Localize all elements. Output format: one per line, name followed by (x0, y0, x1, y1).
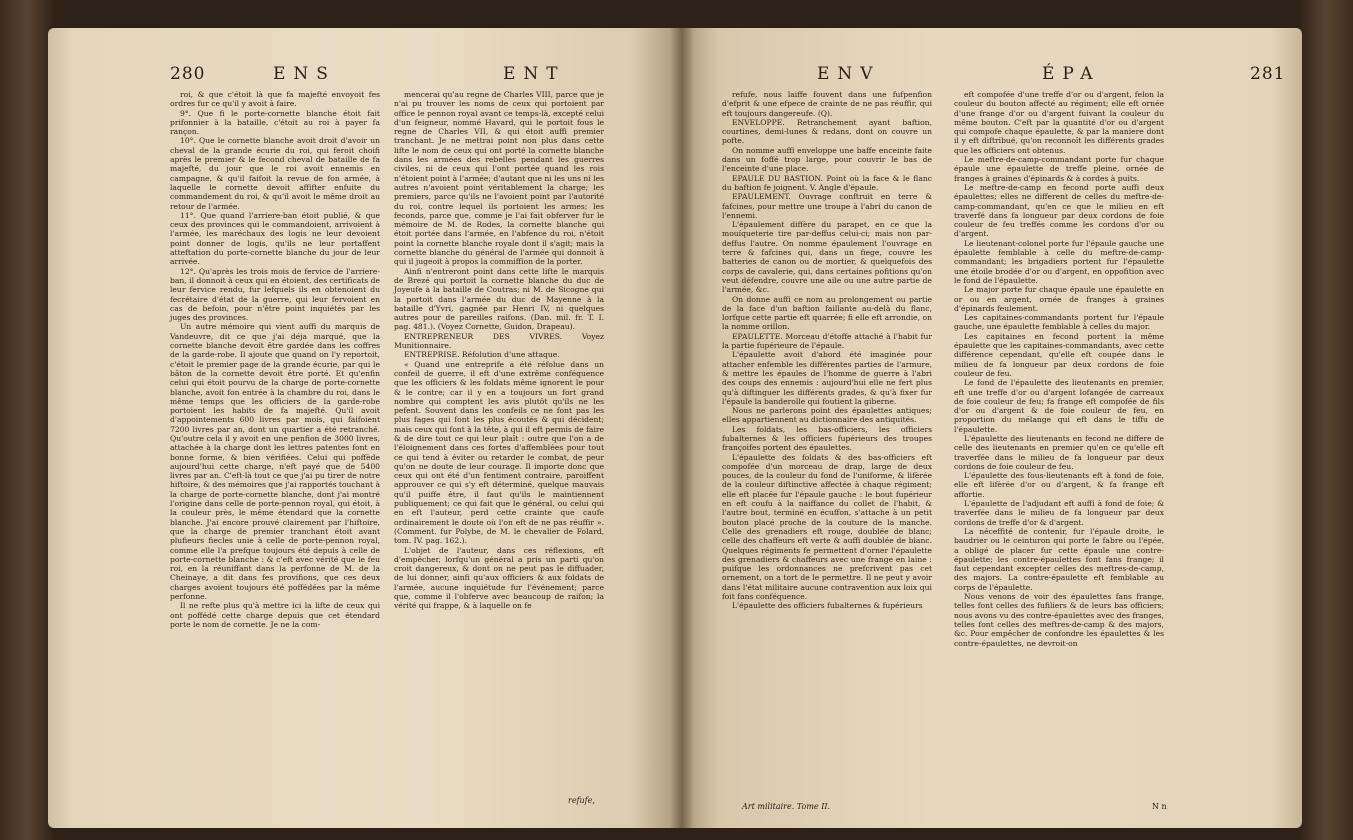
right-page-header (682, 64, 1302, 88)
paragraph: Le major porte fur chaque épaule une épaulette en or ou en argent, ornée de franges à graines d'épinards feulement. (954, 285, 1164, 313)
paragraph: L'épaulette de l'adjudant eft auffi à fond de foie; & traverfée dans le milieu de fa longueur par deux cordons de treffe d'or & d'argent. (954, 499, 1164, 527)
paragraph: refufe, nous laiffe fouvent dans une fufpenfion d'efprit & une efpece de crainte de ne pas réuffir, qui eft toujours dangereufe. (Q). (722, 90, 932, 118)
paragraph: Les capitaines-commandants portent fur l'épaule gauche, une épaulette femblable à celles du major. (954, 313, 1164, 332)
paragraph: 12°. Qu'après les trois mois de fervice de l'arriere-ban, il donnoit à ceux qui en étoient, des certificats de leur fervice rendu, fur lefquels ils en obtenoient du fecrétaire d'état de la guerre, qui leur fervoient en cas de befoin, pour n'être point inquiétés par les juges des provinces. (170, 266, 380, 323)
paragraph: L'épaulette des officiers fubalternes & fupérieurs (732, 601, 923, 611)
paragraph: « Quand une entreprife a été réfolue dans un confeil de guerre, il eft d'une extrême conféquence que les officiers & les foldats même ignorent le pour & le contre; car il y en a toujours un fort grand nombre qui comptent les avis plutôt qu'ils ne les pefent. Souvent dans les confeils ce ne font pas les plus fages qui font les plus écoutés & qui décident; mais ceux qui font à la tête, à qui il eft permis de faire & de dire tout ce qui leur plaît : outre que l'on a de l'éloignement dans ces fortes d'affemblées pour tout ce qui tend à éviter ou retarder le combat, de peur qu'on ne doute de leur courage. Il importe donc que ceux qui ont été d'un fentiment contraire, paroiffent approuver ce qui s'y eft déterminé, quelque mauvais qu'il puiffe être, il faut qu'ils le maintiennent publiquement; ce qui fait que le général, ou celui qui en eft l'auteur, perd cette crainte que caufe ordinairement le doute où l'on eft de ne pas réuffir ». (Comment. fur Polybe, de M. le chevalier de Folard, tom. IV. pag. 162.). (394, 359, 604, 546)
right-page-column-1 (722, 90, 932, 611)
paragraph: Nous venons de voir des épaulettes fans frange, telles font celles des fufiliers & de leurs bas officiers; nous avons vu des contre-épaulettes avec des franges, telles font celles des meftres-de-camp & des majors, &c. Pour empêcher de confondre les épaulettes & les contre-épaulettes, ne devroit-on (954, 592, 1164, 648)
catch-word: refufe, (568, 796, 595, 805)
paragraph: Il ne refte plus qu'à mettre ici la lifte de ceux qui ont poffédé cette charge depuis que cet étendard porte le nom de cornette. Je ne la com- (170, 601, 380, 629)
page-number-right: 281 (1250, 64, 1286, 84)
paragraph: ENVELOPPE. Retranchement ayant baftion, courtines, demi-lunes & redans, dont on couvre un pofte. (722, 117, 932, 146)
paragraph: On donne auffi ce nom au prolongement ou partie de la face d'un baftion faillante au-delà du flanc, lorfque cette partie eft quarrée; fi elle eft arrondie, on la nomme orillon. (722, 294, 932, 332)
paragraph: L'épaulette des lieutenants en fecond ne differe de celle des lieutenants en premier qu'en ce qu'elle eft traverfée dans le milieu de fa longueur par deux cordons de foie couleur de feu. (954, 433, 1164, 471)
paragraph: 10°. Que le cornette blanche avoit droit d'avoir un cheval de la grande écurie du roi, qui feroit choifi après le premier & le fecond cheval de bataille de fa majefté, du jour que le roi avoit ennemis en campagne, & qu'il faifoit la revue de fon armée, à laquelle le cornette devoit affifter enfuite du commandement du roi, & qu'il avoit le même droit au retour de l'armée. (170, 136, 380, 211)
paragraph: Un autre mémoire qui vient auffi du marquis de Vandeuvre, dit ce que j'ai déja marqué, que la cornette blanche devoit être gardée dans les coffres de la garde-robe. Il ajoute que quand on l'y reportoit, c'étoit le premier page de la grande écurie, par qui le bâton de la cornette devoit être porté. Et qu'enfin celui qui étoit pourvu de la charge de porte-cornette blanche, avoit fon entrée à la chambre du roi, dans le même temps que les officiers de la garde-robe portoient les habits de fa majefté. Qu'il avoit d'appointements 600 livres par mois, qui faifoient 7200 livres par an, dont un quartier a été retranché. Qu'outre cela il y avoit en une penfion de 3000 livres, attachée à la charge dont les lettres patentes font en bonne forme, & bien vérifiées. Celui qui poffède aujourd'hui cette charge, n'eft payé que de 5400 livres par an. C'eft-là tout ce que j'ai pu tirer de notre hiftoire, & des mémoires que j'ai rapportés touchant à la charge de porte-cornette blanche, dont j'ai montré l'origine dans celle de porte-pennon royal, qui étoit, à la couleur près, le même étendard que la cornette blanche. J'ai encore prouvé clairement par l'hiftoire, que la charge de premier tranchant étoit avant plufieurs fiecles unie à celle de porte-pennon royal, comme elle l'a prefque toujours été depuis à celle de porte-cornette blanche : & c'eft avec vérité que le feu roi, en la réuniffant dans la perfonne de M. de la Cheinaye, a dit dans fes provifions, que ces deux charges avoient toujours été poffédées par la même perfonne. (170, 322, 380, 602)
running-head-epa: ÉPA (1042, 64, 1101, 84)
book-gutter (670, 28, 694, 828)
paragraph: L'épaulette avoit d'abord été imaginée pour attacher enfemble les différentes parties de l'armure, & mettre les épaules de l'homme de guerre à l'abri des coups des ennemis : aujourd'hui elle ne fert plus qu'à diftinguer les différents grades, & qu'à fixer fur l'épaule la banderolle qui foutient la giberne. (722, 350, 932, 406)
paragraph: eft compofée d'une treffe d'or ou d'argent, felon la couleur du bouton affecté au régiment; elle eft ornée d'une frange d'or ou d'argent fuivant la couleur du même bouton. C'eft par la quantité d'or ou d'argent qui compofe chaque épaulette, & par la maniere dont il y eft diftribué, qu'on reconnoît les différents grades que les officiers ont obtenus. (954, 90, 1164, 155)
paragraph: EPAULEMENT. Ouvrage conftruit en terre & fafcines, pour mettre une troupe à l'abri du canon de l'ennemi. (722, 192, 932, 220)
left-page-header (48, 64, 682, 88)
paragraph: Les foldats, les bas-officiers, les officiers fubalternes & les officiers fupérieurs des troupes françoifes portent des épaulettes. (722, 424, 932, 453)
signature-mark: N n (1152, 802, 1167, 811)
paragraph: L'épaulement diffère du parapet, en ce que la mouíqueterie tire par-deffus celui-ci; mais non par-deffus l'autre. On nomme épaulement l'ouvrage en terre & fafcines qui, dans un fiege, couvre les batteries de canon ou de mortier, & quelquefois des corps de cavalerie, qui, dans certaines pofitions qu'on veut défendre, couvre une aile ou une autre partie de l'armée, &c. (722, 220, 932, 295)
left-page-column-1 (170, 90, 380, 629)
running-head-ent: ENT (503, 64, 566, 84)
paragraph: 9°. Que fi le porte-cornette blanche étoit fait prifonnier à la bataille, c'étoit au roi à payer fa rançon. (170, 108, 380, 137)
paragraph: L'épaulette des fous-lieutenants eft à fond de foie, elle eft lifèrée d'or ou d'argent, & fa frange eft affortie. (954, 471, 1164, 499)
paragraph: mencerai qu'au regne de Charles VIII, parce que je n'ai pu trouver les noms de ceux qui portoient par office le pennon royal avant ce temps-là, excepté celui d'un feigneur, nommé Havard, qui le portoit fous le regne de Charles VII, & qui étoit auffi premier tranchant. Je ne mettrai point non plus dans cette lifte le nom de ceux qui ont porté la cornette blanche dans les armées des rebelles pendant les guerres civiles, ni de ceux qui l'ont portée quand les rois n'étoient point à l'armée; d'autant que ni les uns ni les autres n'avoient point véritablement la charge; les premiers, parce qu'ils ne l'avoient point par l'autorité du roi, contre lequel ils portoient les armes; les feconds, parce que, comme je l'ai fait obferver fur le mémoire de M. de Rodes, la cornette blanche qui étoit portée dans l'armée, en l'abfence du roi, n'étoit point la cornette blanche royale dont il s'agit; mais la cornette blanche du général de l'armée qui donnoit à qui il jugeoit à propos la commiffion de la porter. (394, 90, 604, 267)
signature-line: Art militaire. Tome II. (742, 802, 831, 811)
paragraph: L'épaulette des foldats & des bas-officiers eft compofée d'un morceau de drap, large de deux pouces, de la couleur du fond de l'uniforme, & lifèrée de la couleur diftinctive affectée à chaque régiment; elle eft placée fur l'épaule gauche : le bout fupérieur en eft coufu à la naiffance du collet de l'habit, & l'autre bout, terminé en écuffon, s'attache à un petit bouton placé proche de la couture de la manche. Celle des grenadiers eft rouge, doublée de blanc; celle des chaffeurs eft verte & auffi doublée de blanc. Quelques régiments fe permettent d'orner l'épaulette des grenadiers & chaffeurs avec une frange en laine : puifque les ordonnances ne prefcrivent pas cet ornement, on a tort de le permettre. Il ne peut y avoir dans l'état militaire aucune contravention aux loix qui foit fans conféquence. (722, 452, 932, 602)
paragraph: La néceffité de contenir, fur l'épaule droite, le baudrier ou le ceinturon qui porte le fabre ou l'épée, a obligé de placer fur cette épaule une contre-épaulette; les contre-épaulettes font fans frange; il faut cependant excepter celles des meftres-de-camp, des majors. La contre-épaulette eft femblable au corps de l'épaulette. (954, 526, 1164, 592)
paragraph: ENTREPRENEUR DES VIVRES. Voyez Munitionnaire. (394, 331, 604, 351)
running-head-env: ENV (817, 64, 881, 84)
left-page (48, 28, 682, 828)
paragraph: Les capitaines en fecond portent la même épaulette que les capitaines-commandants, avec cette différence cependant, qu'elle eft coupée dans le milieu de fa longueur par deux cordons de foie couleur de feu. (954, 331, 1164, 378)
paragraph: Le fond de l'épaulette des lieutenants en premier, eft une treffe d'or ou d'argent lofangée de carreaux de foie couleur de feu; fa frange eft compofée de fils d'or ou d'argent & de foie couleur de feu, en proportion du mélange qui eft dans le tiffu de l'épaulette. (954, 378, 1164, 434)
paragraph: Le lieutenant-colonel porte fur l'épaule gauche une épaulette femblable à celle du meftre-de-camp-commandant; les brigadiers portent fur l'épaulette une étoile brodée d'or ou d'argent, en oppofition avec le fond de l'épaulette. (954, 238, 1164, 285)
paragraph: Le meftre-de-camp en fecond porte auffi deux épaulettes; elles ne different de celles du meftre-de-camp-commandant, qu'en ce que le milieu en eft traverfé dans fa longueur par deux cordons de foie couleur de feu treffés comme les cordons d'or ou d'argent. (954, 182, 1164, 239)
paragraph: 11°. Que quand l'arriere-ban étoit publié, & que ceux des provinces qui le commandoient, arrivoient à l'armée, les maréchaux des logis ne leur devoient point donner de logis, qu'ils ne leur portaffent atteftation du porte-cornette blanche du jour de leur arrivée. (170, 210, 380, 267)
right-page (682, 28, 1302, 828)
paragraph: EPAULETTE. Morceau d'étoffe attaché à l'habit fur la partie fupérieure de l'épaule. (722, 331, 932, 351)
right-page-column-2 (954, 90, 1164, 648)
paragraph: roi, & que c'étoit là que fa majefté envoyoit fes ordres fur ce qu'il y avoit à faire. (170, 90, 380, 109)
paragraph: Ainfi n'entreront point dans cette lifte le marquis de Brezé qui portoit la cornette blanche du duc de Joyeufe à la bataille de Coutras; ni M. de Sicogne qui la portoit dans l'armée du duc de Mayenne à la bataille d'Yvri, gagnée par Henri IV, ni quelques autres pour de pareilles raifons. (Dan. mil. fr. T. I. pag. 481.). (Voyez Cornette, Guidon, Drapeau). (394, 266, 604, 332)
paragraph: On nomme auffi enveloppe une baffe enceinte faite dans un foffé trop large, pour couvrir le bas de l'enceinte d'une place. (722, 145, 932, 174)
running-head-ens: ENS (273, 64, 336, 84)
paragraph: ENTREPRISE. Réfolution d'une attaque. (404, 350, 560, 360)
paragraph: L'objet de l'auteur, dans ces réflexions, eft d'empêcher, lorfqu'un général a pris un parti qu'on croit dangereux, & dont on ne peut pas le diffuader, de lui donner, ainfi qu'aux officiers & aux foldats de l'armée, aucune inquiétude fur l'événement; parce que, comme il l'obferve avec beaucoup de raifon; la vérité qui frappe, & à laquelle on fe (394, 545, 604, 611)
left-page-column-2 (394, 90, 604, 611)
paragraph: Nous ne parlerons point des épaulettes antiques; elles appartiennent au dictionnaire des antiquités. (722, 406, 932, 425)
paragraph: EPAULE DU BASTION. Point où la face & le flanc du baftion fe joignent. V. Angle d'épaule. (722, 173, 932, 192)
paragraph: Le meftre-de-camp-commandant porte fur chaque épaule une épaulette de treffe pleine, ornée de franges à graines d'épinards & à cordes à puits. (954, 155, 1164, 183)
page-number-left: 280 (170, 64, 206, 84)
